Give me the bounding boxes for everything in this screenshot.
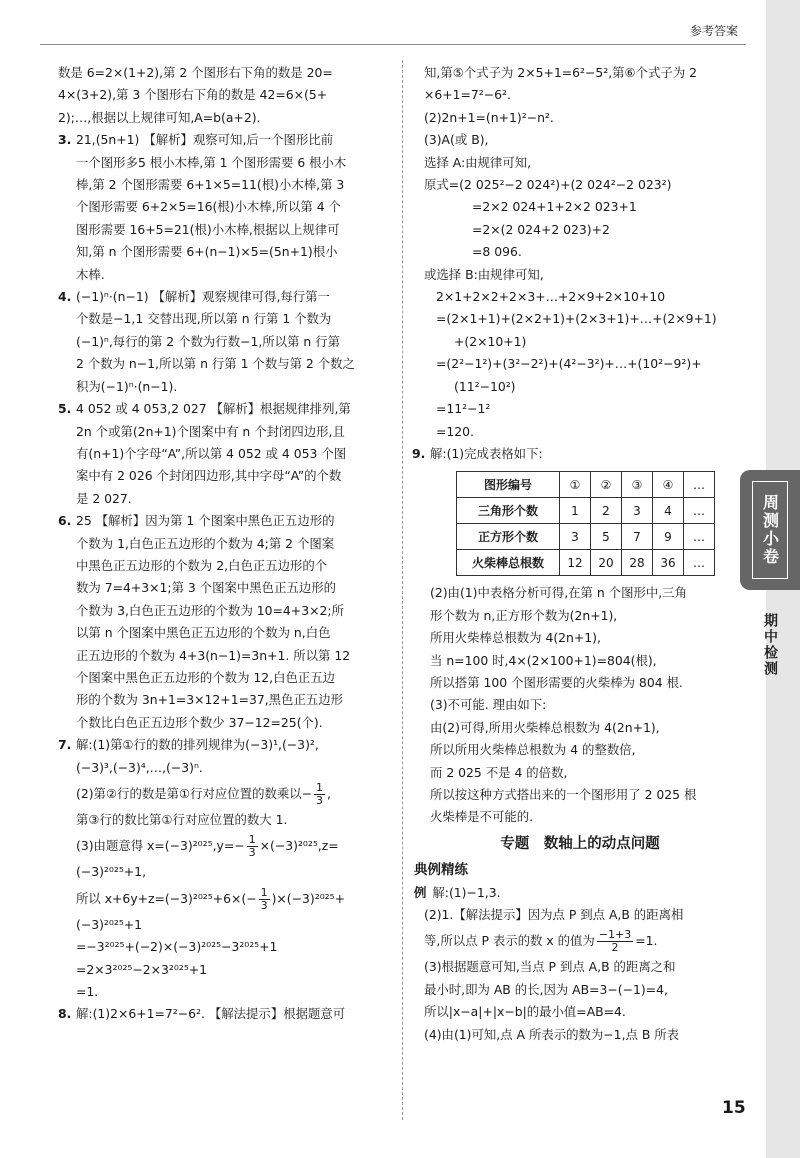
table-cell: ① bbox=[560, 472, 591, 498]
text-line: 或选择 B:由规律可知, bbox=[424, 266, 544, 282]
text-segment: (3)由题意得 x=(−3)²⁰²⁵,y=− bbox=[76, 838, 245, 854]
text-line: (−3)²⁰²⁵+1, bbox=[76, 864, 147, 880]
text-line: 所以所用火柴棒总根数为 4 的整数倍, bbox=[430, 742, 636, 758]
page-header: 参考答案 bbox=[690, 24, 739, 38]
text-line: (2)1.【解法提示】因为点 P 到点 A,B 的距离相 bbox=[424, 907, 684, 922]
question-4 bbox=[58, 286, 394, 398]
text-segment: )×(−3)²⁰²⁵+ bbox=[271, 890, 345, 906]
text-line: 知,第⑤个式子为 2×5+1=6²−5²,第⑥个式子为 2 bbox=[424, 65, 698, 80]
sidebar-tab-midterm[interactable]: 期中检测 bbox=[762, 613, 778, 677]
table-cell: 7 bbox=[622, 524, 653, 550]
fraction bbox=[597, 929, 633, 954]
question-number: 5. bbox=[58, 401, 72, 417]
text-line: 原式=(2 025²−2 024²)+(2 024²−2 023²) bbox=[424, 177, 672, 193]
sidebar-tab-weekly-quiz[interactable] bbox=[740, 470, 800, 590]
fraction-numerator: 1 bbox=[260, 885, 268, 899]
question-9 bbox=[412, 443, 748, 829]
table-cell: 图形编号 bbox=[457, 472, 560, 498]
text-line: 由(2)可得,所用火柴棒总根数为 4(2n+1), bbox=[430, 719, 660, 735]
fraction-denominator: 2 bbox=[611, 941, 619, 955]
text-line: 第③行的数比第①行对应位置的数大 1. bbox=[76, 812, 288, 827]
text-segment: =1. bbox=[635, 933, 658, 949]
text-line: =8 096. bbox=[472, 244, 522, 260]
table-cell: ③ bbox=[622, 472, 653, 498]
text-line: 而 2 025 不是 4 的倍数, bbox=[430, 764, 568, 780]
text-line: =−3²⁰²⁵+(−2)×(−3)²⁰²⁵−3²⁰²⁵+1 bbox=[76, 939, 278, 955]
table-cell: 9 bbox=[653, 524, 684, 550]
text-line: =2×2 024+1+2×2 023+1 bbox=[472, 199, 637, 215]
text-line: 个图形需要 6+2×5=16(根)小木棒,所以第 4 个 bbox=[76, 199, 341, 215]
text-line: 正五边形的个数为 4+3(n−1)=3n+1. 所以第 12 bbox=[76, 647, 351, 663]
text-line: 形的个数为 3n+1=3×12+1=37,黑色正五边形 bbox=[76, 692, 344, 708]
table-cell: 12 bbox=[560, 550, 591, 576]
example-label: 例 bbox=[414, 884, 427, 900]
question-number: 3. bbox=[58, 132, 72, 148]
left-column bbox=[58, 62, 394, 1026]
text-line: 数是 6=2×(1+2),第 2 个图形右下角的数是 20= bbox=[58, 65, 333, 80]
table-cell: 2 bbox=[591, 498, 622, 524]
text-line: (−1)ⁿ·(n−1) 【解析】观察规律可得,每行第一 bbox=[76, 289, 330, 305]
text-line bbox=[76, 884, 394, 914]
fraction-numerator: 1 bbox=[316, 781, 324, 794]
table-cell: … bbox=[684, 550, 715, 576]
text-line: 选择 A:由规律可知, bbox=[424, 154, 532, 170]
table-cell: 36 bbox=[653, 550, 684, 576]
text-segment: (2)第②行的数是第①行对应位置的数乘以− bbox=[76, 786, 313, 801]
text-line: 中黑色正五边形的个数为 2,白色正五边形的个 bbox=[76, 557, 328, 573]
text-line: 棒,第 2 个图形需要 6+1×5=11(根)小木棒,第 3 bbox=[76, 177, 345, 193]
text-line: 2n 个或第(2n+1)个图案中有 n 个封闭四边形,且 bbox=[76, 423, 345, 439]
text-line: (3)A(或 B), bbox=[424, 132, 489, 148]
text-line: 解:(1)2×6+1=7²−6². 【解法提示】根据题意可 bbox=[76, 1006, 346, 1022]
text-line: =120. bbox=[436, 423, 474, 439]
text-line: ×6+1=7²−6². bbox=[424, 87, 511, 103]
question-number: 6. bbox=[58, 513, 72, 529]
table-cell: 28 bbox=[622, 550, 653, 576]
answer-table bbox=[456, 471, 715, 576]
text-line: 所以按这种方式搭出来的一个图形用了 2 025 根 bbox=[430, 786, 697, 802]
text-segment: 所以 x+6y+z=(−3)²⁰²⁵+6×(− bbox=[76, 890, 257, 906]
text-line: 所以搭第 100 个图形需要的火柴棒为 804 根. bbox=[430, 674, 683, 690]
table-cell: 三角形个数 bbox=[457, 498, 560, 524]
text-line: 个图案中黑色正五边形的个数为 12,白色正五边 bbox=[76, 669, 336, 685]
right-column bbox=[412, 62, 748, 1046]
question-number: 9. bbox=[412, 445, 426, 461]
text-segment: ×(−3)²⁰²⁵,z= bbox=[259, 838, 339, 854]
text-line: 4×(3+2),第 3 个图形右下角的数是 42=6×(5+ bbox=[58, 87, 328, 103]
fraction-denominator: 3 bbox=[260, 898, 268, 912]
question-8-continued bbox=[412, 62, 748, 443]
text-line: 案中有 2 026 个封闭四边形,其中字母“A”的个数 bbox=[76, 468, 342, 484]
section-title: 专题 数轴上的动点问题 bbox=[500, 835, 660, 852]
table-cell: ② bbox=[591, 472, 622, 498]
text-line: 所用火柴棒总根数为 4(2n+1), bbox=[430, 630, 601, 646]
question-number: 7. bbox=[58, 737, 72, 753]
text-line: 2 个数为 n−1,所以第 n 行第 1 个数与第 2 个数之 bbox=[76, 356, 355, 372]
text-line bbox=[76, 779, 394, 809]
text-line: 解:(1)−1,3. bbox=[432, 884, 501, 900]
text-line: 形个数为 n,正方形个数为(2n+1), bbox=[430, 607, 618, 623]
text-line: 数为 7=4+3×1;第 3 个图案中黑色正五边形的 bbox=[76, 580, 337, 596]
sidebar-tab-label: 周测小卷 bbox=[752, 481, 788, 579]
text-line: 以第 n 个图案中黑色正五边形的个数为 n,白色 bbox=[76, 625, 331, 641]
subheading: 典例精练 bbox=[414, 862, 468, 879]
text-line: 火柴棒是不可能的. bbox=[430, 809, 534, 825]
text-line: (2)由(1)中表格分析可得,在第 n 个图形中,三角 bbox=[430, 585, 687, 601]
text-line: 知,第 n 个图形需要 6+(n−1)×5=(5n+1)根小 bbox=[76, 244, 338, 260]
table-cell: … bbox=[684, 524, 715, 550]
text-line: (2)2n+1=(n+1)²−n². bbox=[424, 109, 554, 125]
text-line bbox=[424, 926, 748, 956]
fraction-numerator: −1+3 bbox=[598, 928, 632, 942]
question-6 bbox=[58, 510, 394, 734]
fraction bbox=[314, 782, 325, 807]
page-number: 15 bbox=[722, 1098, 746, 1118]
table-cell: … bbox=[684, 498, 715, 524]
text-line: 25 【解析】因为第 1 个图案中黑色正五边形的 bbox=[76, 513, 335, 529]
text-line: 个数比白色正五边形个数少 37−12=25(个). bbox=[76, 714, 323, 730]
text-line: =(2×1+1)+(2×2+1)+(2×3+1)+…+(2×9+1) bbox=[436, 311, 717, 327]
text-line: (3)不可能. 理由如下: bbox=[430, 697, 547, 713]
text-line: =(2²−1²)+(3²−2²)+(4²−3²)+…+(10²−9²)+ bbox=[436, 356, 702, 372]
text-line: +(2×10+1) bbox=[454, 333, 527, 349]
text-line: 图形需要 16+5=21(根)小木棒,根据以上规律可 bbox=[76, 221, 340, 237]
text-line: =2×(2 024+2 023)+2 bbox=[472, 221, 610, 237]
text-line: 个数为 1,白色正五边形的个数为 4;第 2 个图案 bbox=[76, 535, 335, 551]
fraction-denominator: 3 bbox=[248, 846, 256, 860]
example-section bbox=[412, 859, 748, 1046]
text-line: 最小时,即为 AB 的长,因为 AB=3−(−1)=4, bbox=[424, 981, 668, 997]
table-cell: 5 bbox=[591, 524, 622, 550]
question-number: 8. bbox=[58, 1006, 72, 1022]
table-cell: 正方形个数 bbox=[457, 524, 560, 550]
table-row bbox=[457, 524, 715, 550]
text-line bbox=[76, 831, 394, 861]
text-line: 个数是−1,1 交替出现,所以第 n 行第 1 个数为 bbox=[76, 311, 332, 327]
text-line: 解:(1)完成表格如下: bbox=[430, 445, 543, 461]
text-line: =11²−1² bbox=[436, 401, 491, 417]
question-8 bbox=[58, 1003, 394, 1025]
table-row bbox=[457, 550, 715, 576]
table-cell: 4 bbox=[653, 498, 684, 524]
table-cell: ④ bbox=[653, 472, 684, 498]
text-line: (3)根据题意可知,当点 P 到点 A,B 的距离之和 bbox=[424, 959, 676, 975]
text-line: (−3)³,(−3)⁴,…,(−3)ⁿ. bbox=[76, 759, 203, 775]
table-row bbox=[457, 472, 715, 498]
text-line: 是 2 027. bbox=[76, 490, 132, 506]
text-line: 4 052 或 4 053,2 027 【解析】根据规律排列,第 bbox=[76, 401, 351, 417]
question-5 bbox=[58, 398, 394, 510]
text-line: (−1)ⁿ,每行的第 2 个数为行数−1,所以第 n 行第 bbox=[76, 333, 340, 349]
fraction-numerator: 1 bbox=[248, 833, 256, 847]
text-line: (11²−10²) bbox=[454, 378, 516, 394]
text-line: 解:(1)第①行的数的排列规律为(−3)¹,(−3)², bbox=[76, 737, 319, 753]
text-line: (4)由(1)可知,点 A 所表示的数为−1,点 B 所表 bbox=[424, 1026, 680, 1042]
text-segment: , bbox=[327, 786, 331, 801]
table-row bbox=[457, 498, 715, 524]
table-cell: 1 bbox=[560, 498, 591, 524]
column-divider bbox=[402, 60, 403, 1120]
fraction bbox=[247, 834, 258, 859]
table-cell: 3 bbox=[560, 524, 591, 550]
text-line: 2×1+2×2+2×3+…+2×9+2×10+10 bbox=[436, 289, 666, 305]
text-line: 当 n=100 时,4×(2×100+1)=804(根), bbox=[430, 652, 657, 668]
text-segment: 等,所以点 P 表示的数 x 的值为 bbox=[424, 933, 595, 949]
text-line: 所以|x−a|+|x−b|的最小值=AB=4. bbox=[424, 1004, 626, 1020]
question-7 bbox=[58, 734, 394, 1003]
fraction-denominator: 3 bbox=[316, 794, 324, 807]
text-line: 21,(5n+1) 【解析】观察可知,后一个图形比前 bbox=[76, 132, 334, 148]
text-line: =1. bbox=[76, 984, 99, 1000]
text-line: 个数为 3,白色正五边形的个数为 10=4+3×2;所 bbox=[76, 602, 344, 618]
header-rule bbox=[40, 44, 746, 45]
text-line: 木棒. bbox=[76, 266, 105, 282]
text-line: =2×3²⁰²⁵−2×3²⁰²⁵+1 bbox=[76, 961, 208, 977]
text-line: (−3)²⁰²⁵+1 bbox=[76, 916, 143, 932]
table-cell: 3 bbox=[622, 498, 653, 524]
question-number: 4. bbox=[58, 289, 72, 305]
fraction bbox=[259, 887, 270, 912]
text-line: 有(n+1)个字母“A”,所以第 4 052 或 4 053 个图 bbox=[76, 445, 347, 461]
text-line: 一个图形多5 根小木棒,第 1 个图形需要 6 根小木 bbox=[76, 154, 347, 170]
text-line: 积为(−1)ⁿ·(n−1). bbox=[76, 378, 178, 394]
table-cell: 20 bbox=[591, 550, 622, 576]
table-cell: … bbox=[684, 472, 715, 498]
table-cell: 火柴棒总根数 bbox=[457, 550, 560, 576]
text-line: 2);…,根据以上规律可知,A=b(a+2). bbox=[58, 109, 261, 125]
question-3 bbox=[58, 129, 394, 286]
